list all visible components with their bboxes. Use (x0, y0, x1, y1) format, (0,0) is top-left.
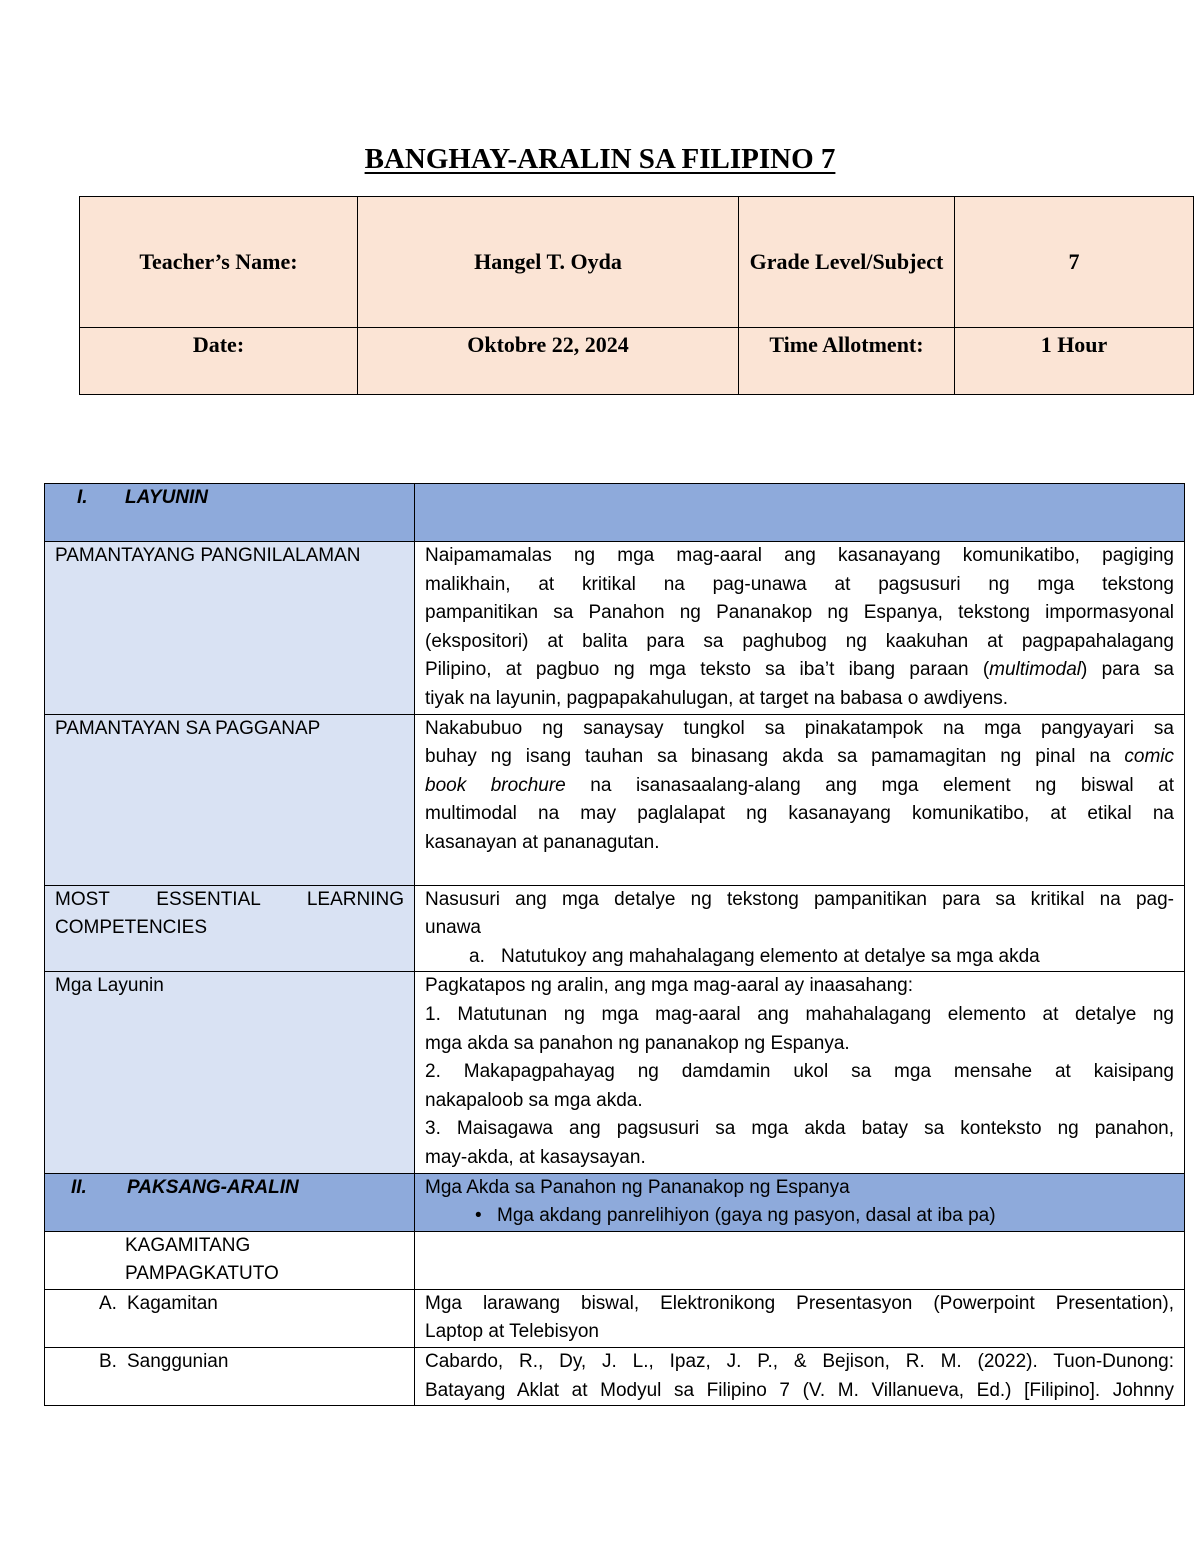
section-2-title: PAKSANG-ARALIN (127, 1176, 299, 1198)
objectives-row (45, 972, 1185, 1173)
learning-materials-row (45, 1231, 1185, 1289)
bullet-dot-icon: • (475, 1205, 482, 1227)
section-2-header-row (45, 1173, 1185, 1231)
content-standard-text: Naipamamalas ng mga mag-aaral ang kasanayang komunikatibo, pagiging malikhain, at kritikal na pag-unawa at pagsusuri ng mga tekstong pampanitikan sa Panahon ng Pananakop ng Espanya, tekstong impormasyonal (ekspositori) at balita para sa paghubog ng kaakuhan at pagpapahalagang Pilipino, at pagbuo ng mga teksto sa iba’t ibang paraan (multimodal) para sa tiyak na layunin, pagpapakahulugan, at target na babasa o awdiyens. (415, 542, 1185, 715)
teacher-name-value: Hangel T. Oyda (358, 197, 739, 328)
references-label: B. Sanggunian (45, 1348, 415, 1406)
objectives-text: Pagkatapos ng aralin, ang mga mag-aaral ay inaasahang: 1. Matutunan ng mga mag-aaral ang mahahalagang elemento at detalye ng mga akda sa panahon ng pananakop ng Espanya. 2. Makapagpahayag ng damdamin ukol sa mga mensahe at kaisipang nakapaloob sa mga akda. 3. Maisagawa ang pagsusuri sa mga akda batay sa konteksto ng panahon, may-akda, at kasaysayan. (415, 972, 1185, 1173)
lesson-plan-table (44, 483, 1185, 1406)
objectives-label: Mga Layunin (45, 972, 415, 1173)
section-1-heading (55, 484, 404, 513)
date-label: Date: (80, 328, 358, 395)
references-row (45, 1348, 1185, 1406)
section-1-title: LAYUNIN (125, 487, 209, 508)
materials-text: Mga larawang biswal, Elektronikong Presentasyon (Powerpoint Presentation), Laptop at Telebisyon (415, 1289, 1185, 1347)
materials-label: A. Kagamitan (45, 1289, 415, 1347)
performance-standard-label: PAMANTAYAN SA PAGGANAP (45, 714, 415, 885)
time-allotment-label: Time Allotment: (739, 328, 955, 395)
topic-bullet-item: • Mga akdang panrelihiyon (gaya ng pasyon, dasal at iba pa) (425, 1202, 1174, 1231)
info-row-date (80, 328, 1194, 395)
info-row-teacher (80, 197, 1194, 328)
performance-standard-text: Nakabubuo ng sanaysay tungkol sa pinakatampok na mga pangyayari sa buhay ng isang tauhan sa binasang akda sa pamamagitan ng pinal na comic book brochure na isanasaalang-alang ang mga element ng biswal at multimodal na may paglalapat ng kasanayang komunikatibo, at etikal na kasanayan at pananagutan. (415, 714, 1185, 885)
grade-level-value: 7 (955, 197, 1194, 328)
grade-level-label: Grade Level/Subject (739, 197, 955, 328)
melc-row (45, 885, 1185, 972)
time-allotment-value: 1 Hour (955, 328, 1194, 395)
content-standard-label: PAMANTAYANG PANGNILALAMAN (45, 542, 415, 715)
date-value: Oktobre 22, 2024 (358, 328, 739, 395)
materials-row (45, 1289, 1185, 1347)
teacher-name-label: Teacher’s Name: (80, 197, 358, 328)
teacher-info-table (79, 196, 1194, 395)
section-1-header-row (45, 484, 1185, 542)
melc-label: MOST ESSENTIAL LEARNING COMPETENCIES (45, 885, 415, 972)
section-2-number: II. (71, 1176, 87, 1198)
learning-materials-label: KAGAMITANG PAMPAGKATUTO (45, 1231, 415, 1289)
section-2-heading (55, 1174, 404, 1203)
document-title: BANGHAY-ARALIN SA FILIPINO 7 (364, 143, 836, 175)
content-standard-row (45, 542, 1185, 715)
references-text: Cabardo, R., Dy, J. L., Ipaz, J. P., & Bejison, R. M. (2022). Tuon-Dunong: Batayang Aklat at Modyul sa Filipino 7 (V. M. Villanueva, Ed.) [Filipino]. Johnny (415, 1348, 1185, 1406)
performance-standard-row (45, 714, 1185, 885)
section-1-number: I. (77, 487, 88, 508)
melc-text: Nasusuri ang mga detalye ng tekstong pampanitikan para sa kritikal na pag- unawa a. Natutukoy ang mahahalagang elemento at detalye sa mga akda (415, 885, 1185, 972)
section-2-topic: Mga Akda sa Panahon ng Pananakop ng Espanya • Mga akdang panrelihiyon (gaya ng pasyon, dasal at iba pa) (415, 1173, 1185, 1231)
melc-item-a: a. Natutukoy ang mahahalagang elemento at detalye sa mga akda (469, 945, 1040, 967)
